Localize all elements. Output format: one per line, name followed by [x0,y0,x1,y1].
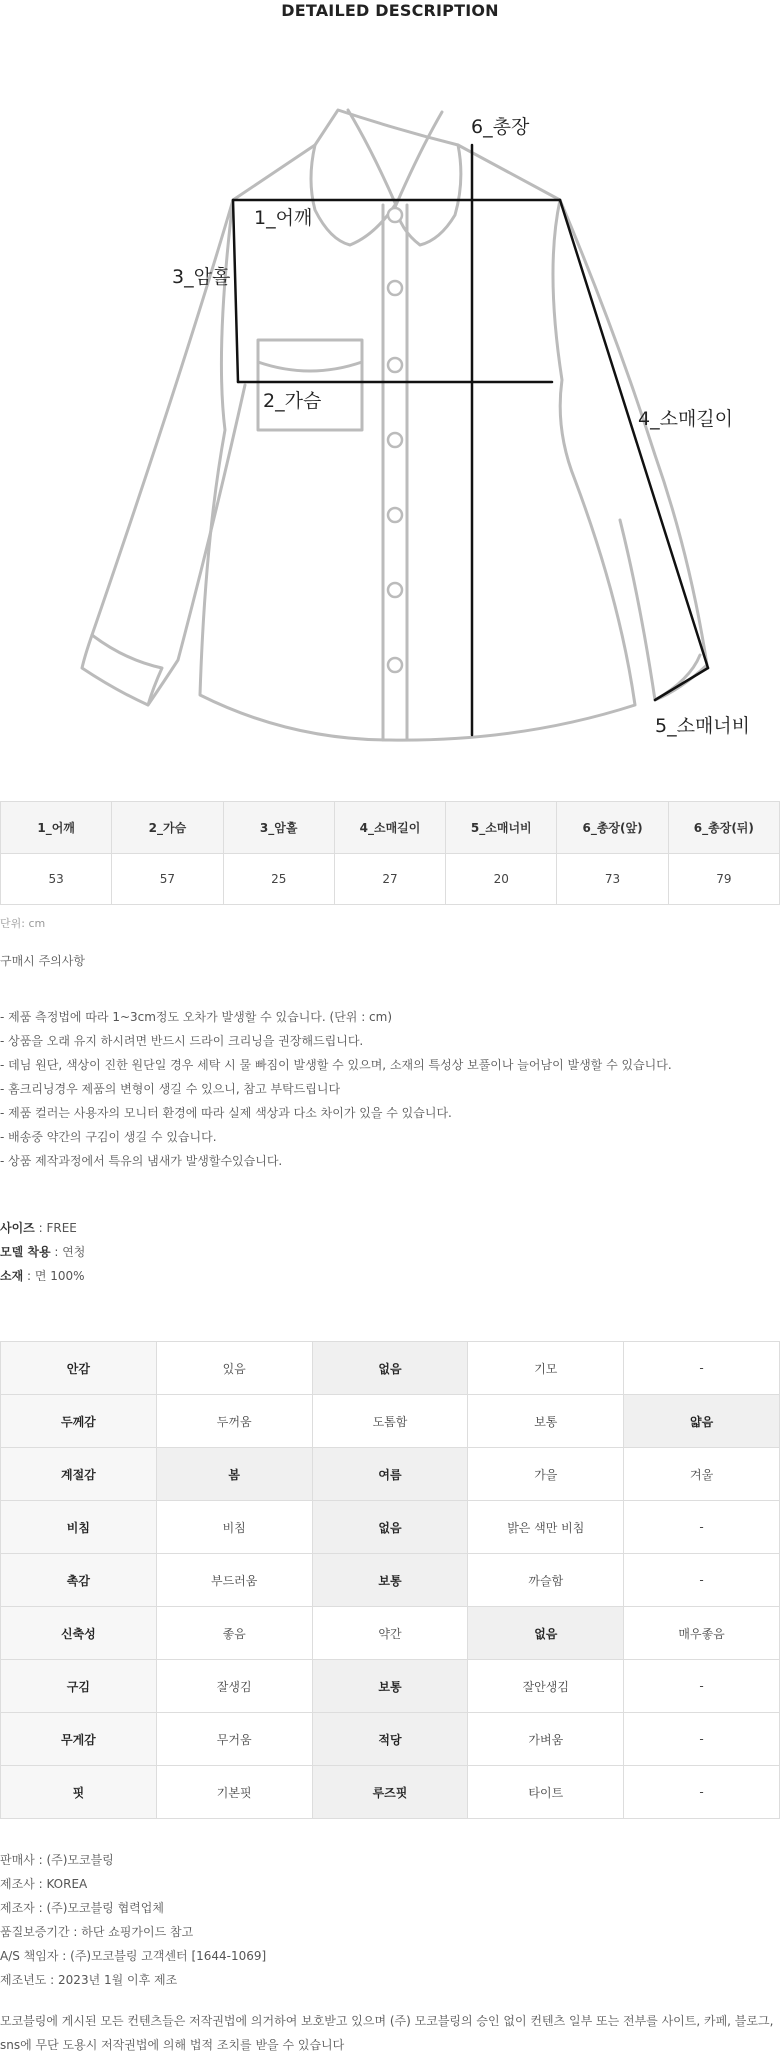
sleeve-length-measure-line [560,200,708,668]
info-line: 제조년도 : 2023년 1월 이후 제조 [0,1973,178,1987]
note-item: - 제품 컬러는 사용자의 모니터 환경에 따라 실제 색상과 다소 차이가 있을 수 있습니다. [0,1106,452,1120]
attribute-option: 잘안생김 [468,1660,624,1713]
spec-material: 소재 : 면 100% [0,1269,85,1283]
note-item: - 배송중 약간의 구김이 생길 수 있습니다. [0,1130,217,1144]
size-value: 25 [223,854,334,905]
size-header: 2_가슴 [112,802,223,854]
attribute-option: 가을 [468,1448,624,1501]
attribute-option: 얇음 [624,1395,780,1448]
purchase-notes [0,952,672,1173]
attribute-table [0,1341,780,1819]
spec-model: 모델 착용 : 연청 [0,1245,86,1259]
sleeve-width-measure-line [655,668,708,700]
attribute-row [1,1607,780,1660]
info-line: 품질보증기간 : 하단 쇼핑가이드 참고 [0,1925,194,1939]
attribute-label: 두께감 [1,1395,157,1448]
size-value: 79 [668,854,779,905]
attribute-option: 없음 [312,1501,468,1554]
size-table [0,801,780,905]
attribute-label: 촉감 [1,1554,157,1607]
attribute-option: 밝은 색만 비침 [468,1501,624,1554]
seller-info [0,1848,266,1992]
spec-size: 사이즈 : FREE [0,1221,77,1235]
attribute-row [1,1766,780,1819]
attribute-option: - [624,1501,780,1554]
size-header: 6_총장(앞) [557,802,668,854]
unit-note: 단위: cm [0,917,46,930]
attribute-option: 매우좋음 [624,1607,780,1660]
attribute-option: 부드러움 [156,1554,312,1607]
attribute-option: 까슬함 [468,1554,624,1607]
attribute-option: - [624,1766,780,1819]
label-sleeve-width: 5_소매너비 [655,715,751,737]
label-total-length-top: 6_총장 [471,116,530,138]
shirt-button [388,208,402,222]
size-header: 6_총장(뒤) [668,802,779,854]
shirt-button [388,508,402,522]
attribute-option: 보통 [468,1395,624,1448]
attribute-option: 보통 [312,1554,468,1607]
info-line: 제조자 : (주)모코블링 협력업체 [0,1901,164,1915]
attribute-row [1,1501,780,1554]
label-chest: 2_가슴 [263,390,322,412]
info-line: 판매사 : (주)모코블링 [0,1853,114,1867]
attribute-option: 없음 [468,1607,624,1660]
attribute-label: 신축성 [1,1607,157,1660]
size-table-value-row [1,854,780,905]
attribute-option: 비침 [156,1501,312,1554]
attribute-row [1,1660,780,1713]
attribute-label: 무게감 [1,1713,157,1766]
label-shoulder: 1_어깨 [254,207,313,229]
attribute-option: 좋음 [156,1607,312,1660]
collar [311,110,461,245]
attribute-option: - [624,1342,780,1395]
attribute-option: 봄 [156,1448,312,1501]
size-header: 4_소매길이 [334,802,445,854]
shirt-button [388,583,402,597]
attribute-option: 없음 [312,1342,468,1395]
attribute-option: 타이트 [468,1766,624,1819]
attribute-option: 적당 [312,1713,468,1766]
size-value: 57 [112,854,223,905]
info-line: A/S 책임자 : (주)모코블링 고객센터 [1644-1069] [0,1949,267,1963]
label-armhole: 3_암홀 [172,266,231,288]
note-item: - 상품 제작과정에서 특유의 냄새가 발생할수있습니다. [0,1154,283,1168]
shirt-button [388,281,402,295]
attribute-row [1,1713,780,1766]
attribute-option: - [624,1554,780,1607]
attribute-option: 겨울 [624,1448,780,1501]
note-item: - 데님 원단, 색상이 진한 원단일 경우 세탁 시 물 빠짐이 발생할 수 있으며, 소재의 특성상 보풀이나 늘어남이 발생할 수 있습니다. [0,1058,672,1072]
note-item: - 홈크리닝경우 제품의 변형이 생길 수 있으니, 참고 부탁드립니다 [0,1082,341,1096]
attribute-option: 도톰함 [312,1395,468,1448]
label-sleeve-length: 4_소매길이 [638,408,734,430]
attribute-row [1,1395,780,1448]
size-value: 20 [446,854,557,905]
shirt-button [388,358,402,372]
attribute-row [1,1342,780,1395]
chest-pocket [258,340,362,430]
attribute-option: 두꺼움 [156,1395,312,1448]
notes-heading: 구매시 주의사항 [0,954,85,968]
attribute-row [1,1448,780,1501]
right-sleeve [560,200,707,700]
info-line: 제조사 : KOREA [0,1877,88,1891]
attribute-option: 기모 [468,1342,624,1395]
size-header: 5_소매너비 [446,802,557,854]
attribute-option: 잘생김 [156,1660,312,1713]
size-header: 3_암홀 [223,802,334,854]
attribute-option: 약간 [312,1607,468,1660]
attribute-option: 있음 [156,1342,312,1395]
note-item: - 제품 측정법에 따라 1~3cm정도 오차가 발생할 수 있습니다. (단위 : cm) [0,1010,393,1024]
armhole-measure-line [233,200,238,382]
attribute-option: 기본핏 [156,1766,312,1819]
attribute-option: 보통 [312,1660,468,1713]
attribute-option: 가벼움 [468,1713,624,1766]
shirt-button [388,658,402,672]
product-specs [0,1216,85,1288]
size-header: 1_어깨 [1,802,112,854]
attribute-option: 여름 [312,1448,468,1501]
attribute-label: 구김 [1,1660,157,1713]
size-value: 73 [557,854,668,905]
size-table-header-row [1,802,780,854]
attribute-option: - [624,1660,780,1713]
size-value: 53 [1,854,112,905]
copyright-notice: 모코블링에 게시된 모든 컨텐츠들은 저작권법에 의거하여 보호받고 있으며 (주) 모코블링의 승인 없이 컨텐츠 일부 또는 전부를 사이트, 카페, 블로그, sns에 무단 도용시 저작권법에 의해 법적 조치를 받을 수 있습니다 [0,2014,774,2052]
attribute-option: 루즈핏 [312,1766,468,1819]
shirt-button [388,433,402,447]
attribute-label: 비침 [1,1501,157,1554]
page-title: DETAILED DESCRIPTION [281,1,499,20]
attribute-label: 핏 [1,1766,157,1819]
size-value: 27 [334,854,445,905]
attribute-label: 계절감 [1,1448,157,1501]
note-item: - 상품을 오래 유지 하시려면 반드시 드라이 크리닝을 권장해드립니다. [0,1034,364,1048]
attribute-label: 안감 [1,1342,157,1395]
attribute-option: 무거움 [156,1713,312,1766]
attribute-option: - [624,1713,780,1766]
attribute-row [1,1554,780,1607]
